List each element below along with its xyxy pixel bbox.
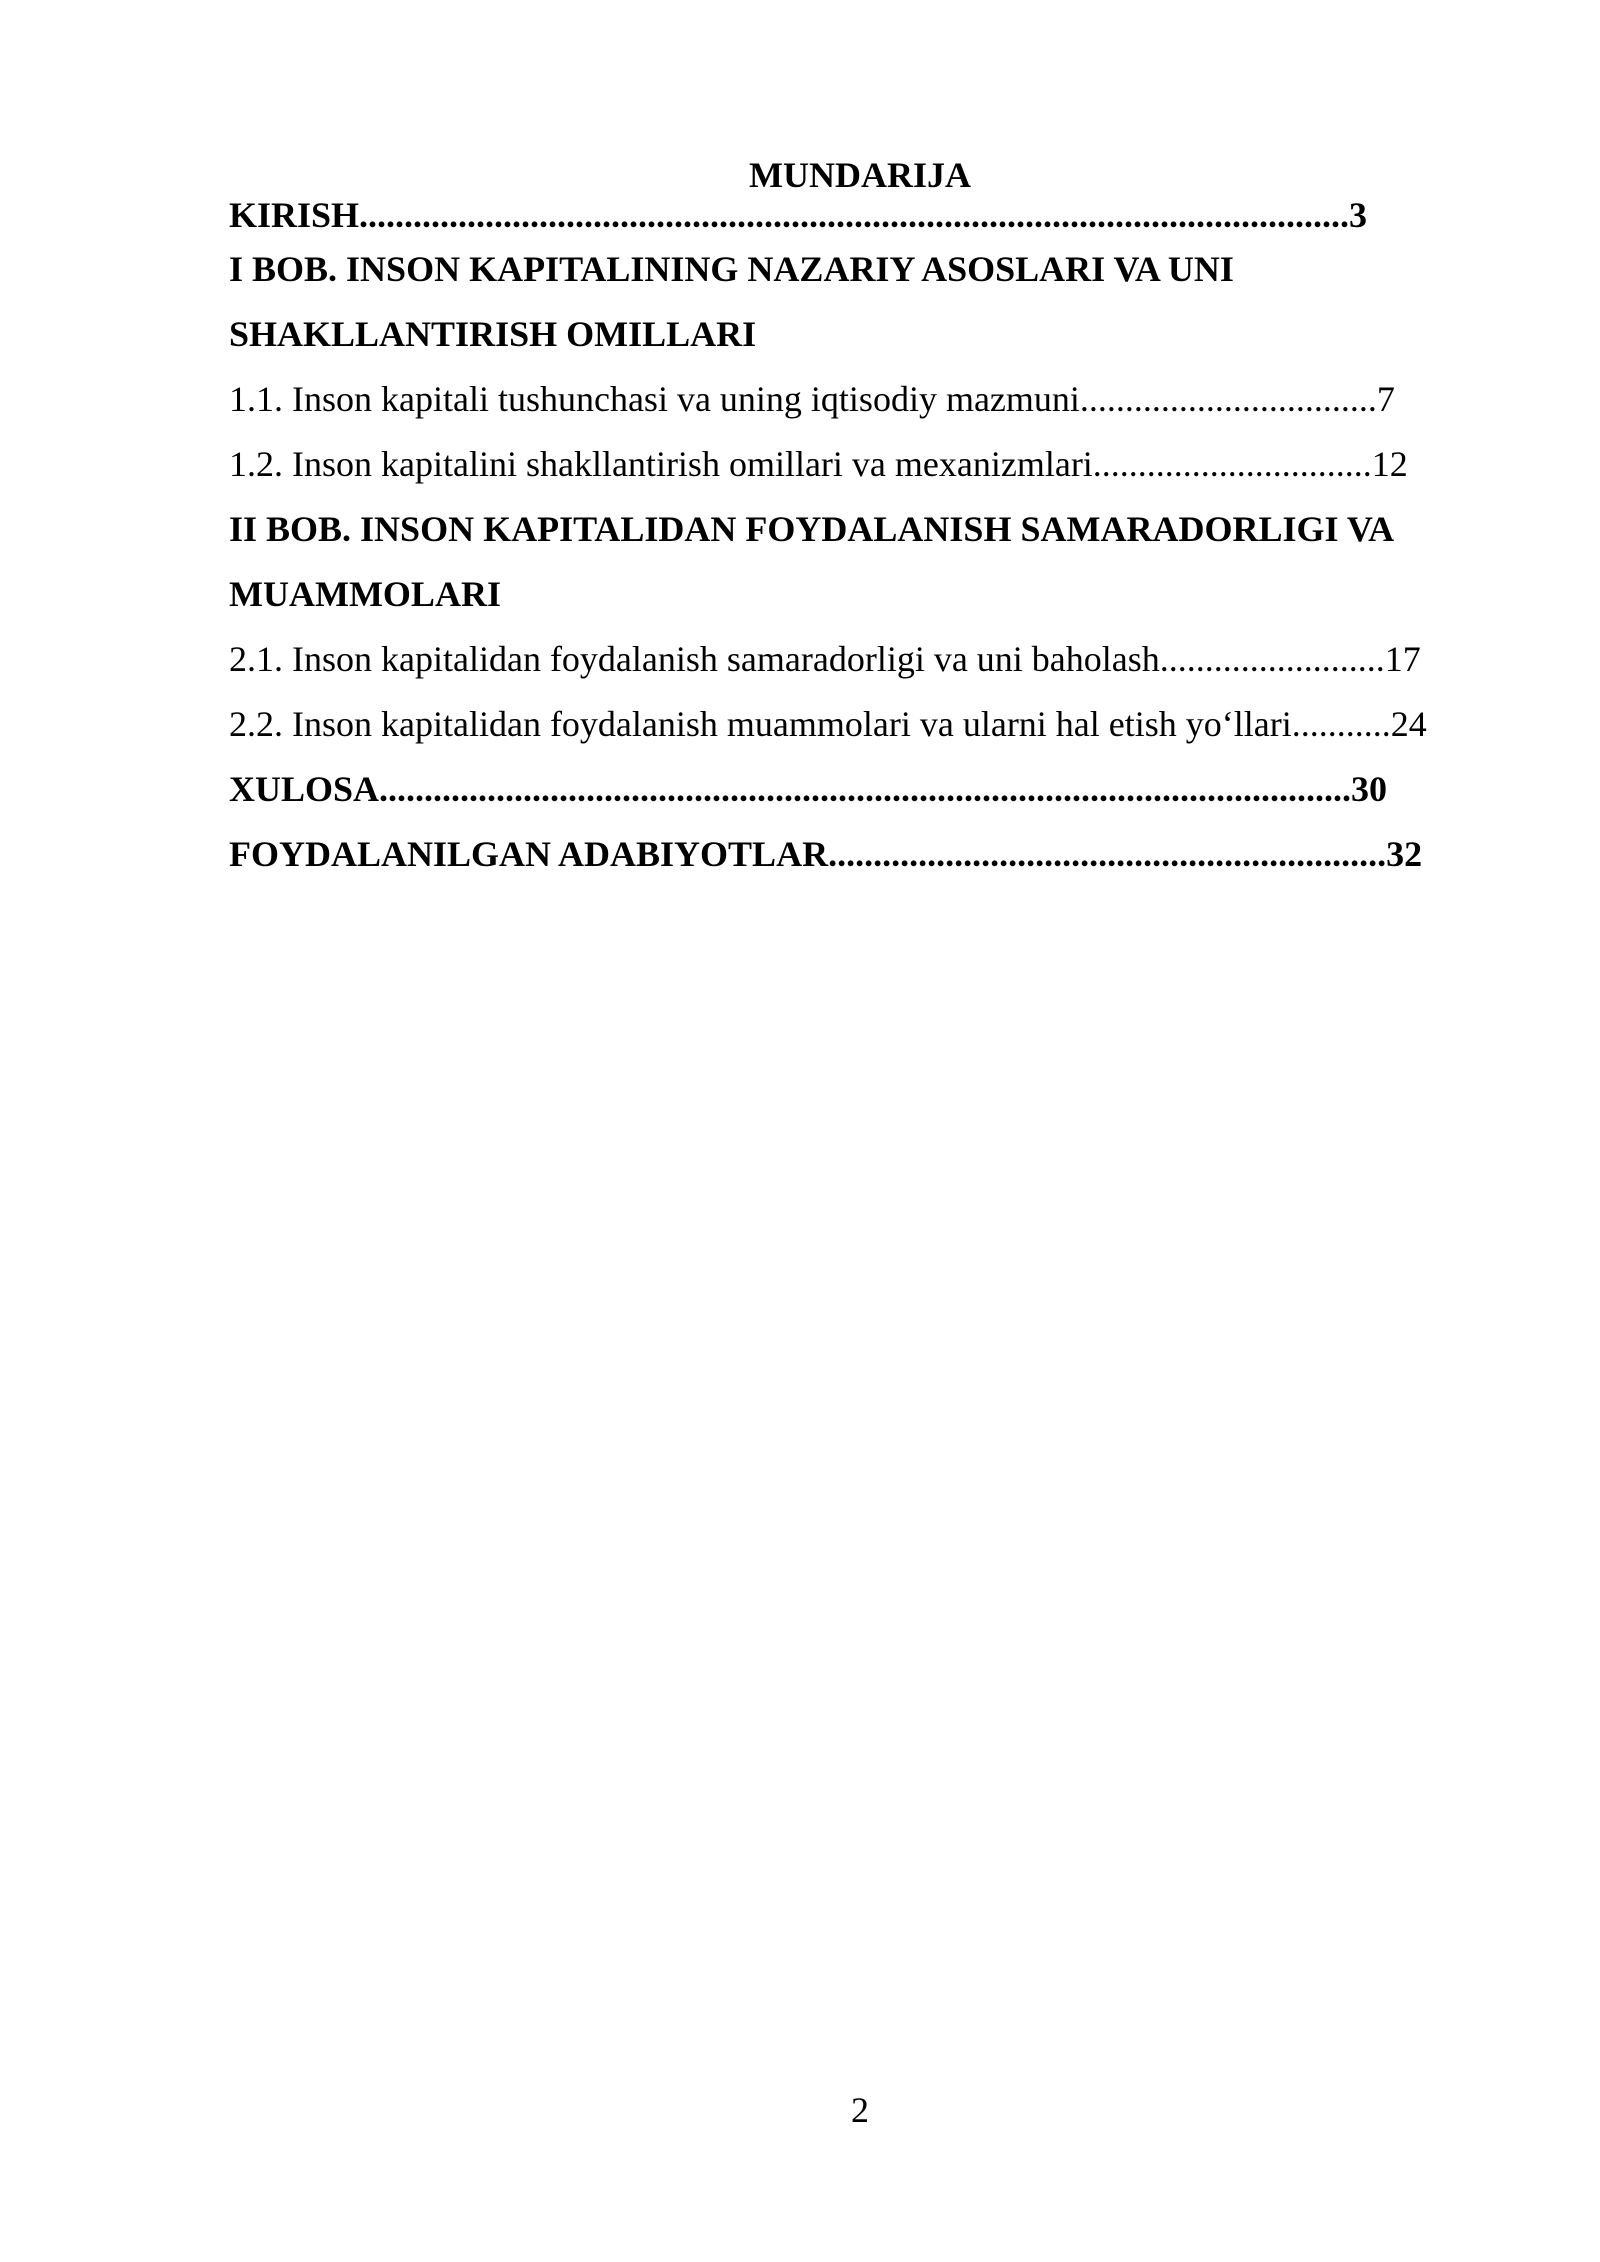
toc-section-1-1: 1.1. Inson kapitali tushunchasi va uning iqtisodiy mazmuni.................................7 bbox=[229, 379, 1395, 419]
toc-chapter-1-heading-line-1: I BOB. INSON KAPITALINING NAZARIY ASOSLARI VA UNI bbox=[229, 249, 1234, 289]
toc-section-2-1: 2.1. Inson kapitalidan foydalanish samaradorligi va uni baholash.........................17 bbox=[229, 639, 1421, 679]
toc-chapter-2-heading-line-1: II BOB. INSON KAPITALIDAN FOYDALANISH SAMARADORLIGI VA bbox=[229, 509, 1395, 549]
toc-entry-adabiyotlar: FOYDALANILGAN ADABIYOTLAR..............................................................32 bbox=[229, 834, 1423, 874]
toc-entry-xulosa: XULOSA............................................................................................................30 bbox=[229, 769, 1388, 809]
toc-title: MUNDARIJA bbox=[749, 155, 971, 195]
toc-section-1-2: 1.2. Inson kapitalini shakllantirish omillari va mexanizmlari...............................12 bbox=[229, 444, 1408, 484]
toc-chapter-2-heading-line-2: MUAMMOLARI bbox=[229, 574, 501, 614]
toc-chapter-1-heading-line-2: SHAKLLANTIRISH OMILLARI bbox=[229, 314, 757, 354]
toc-section-2-2: 2.2. Inson kapitalidan foydalanish muammolari va ularni hal etish yo‘llari...........24 bbox=[229, 704, 1427, 744]
table-of-contents bbox=[229, 193, 1529, 887]
toc-entry-kirish: KIRISH..............................................................................................................3 bbox=[229, 195, 1368, 235]
page-number: 2 bbox=[851, 2090, 869, 2130]
